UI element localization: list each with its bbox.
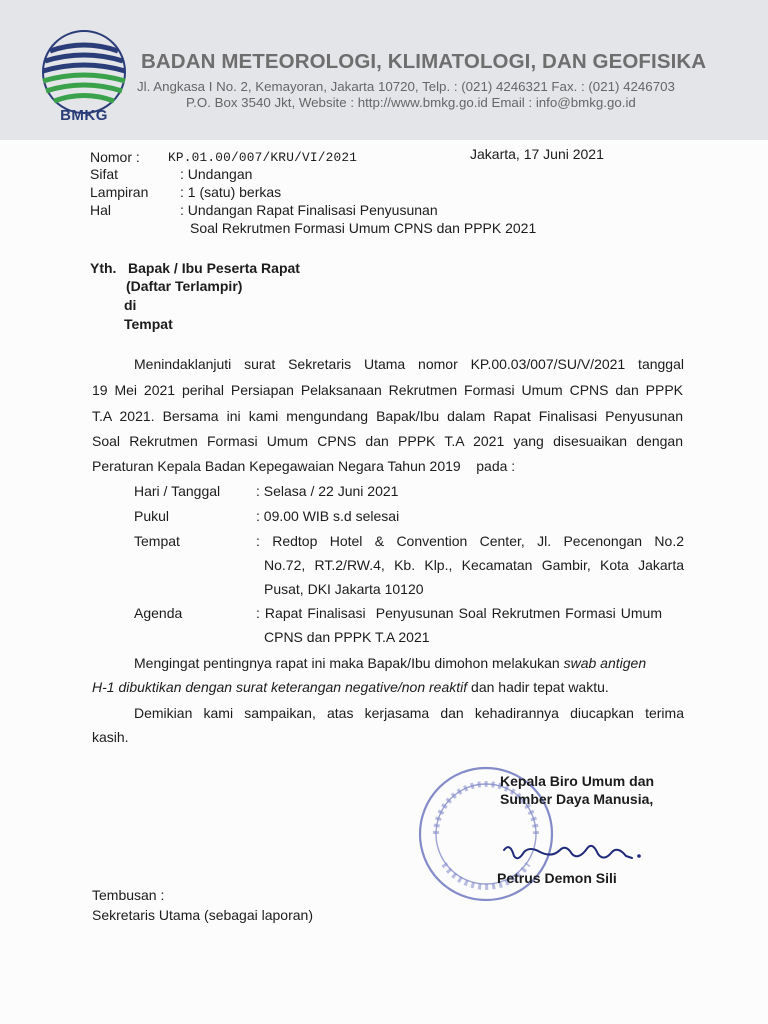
detail-label-tempat: Tempat (134, 533, 180, 549)
body-paragraph-line (92, 679, 609, 695)
detail-label-agenda: Agenda (134, 605, 183, 621)
cc-label: Tembusan : (92, 887, 165, 903)
body-paragraph-line: kasih. (92, 729, 129, 745)
para2-normal-text: Mengingat pentingnya rapat ini maka Bapak/Ibu dimohon melakukan (134, 655, 564, 671)
body-paragraph-line: T.A 2021. Bersama ini kami mengundang Bapak/Ibu dalam Rapat Finalisasi Penyusunan (92, 408, 683, 424)
body-paragraph-line (134, 655, 646, 671)
sifat-value: : Undangan (180, 166, 253, 182)
body-paragraph-line: Demikian kami sampaikan, atas kerjasama dan kehadirannya diucapkan terima (134, 705, 684, 721)
detail-value-agenda-line: : Rapat Finalisasi Penyusunan Soal Rekrutmen Formasi Umum (256, 605, 662, 621)
recipient-yth: Yth. (90, 260, 117, 276)
handwritten-signature-icon (500, 828, 645, 870)
detail-label-pukul: Pukul (134, 508, 170, 524)
recipient-line3: di (124, 297, 137, 313)
lampiran-value: : 1 (satu) berkas (180, 184, 282, 200)
nomor-label: Nomor : (90, 149, 140, 165)
signatory-title-line1: Kepala Biro Umum dan (500, 773, 655, 789)
hal-label: Hal (90, 202, 112, 218)
detail-label-hari: Hari / Tanggal (134, 483, 221, 499)
cc-recipient: Sekretaris Utama (sebagai laporan) (92, 907, 313, 923)
recipient-line2: (Daftar Terlampir) (126, 278, 243, 294)
body-paragraph-line: Soal Rekrutmen Formasi Umum CPNS dan PPPK T.A 2021 yang disesuaikan dengan (92, 433, 683, 449)
recipient-line1: Bapak / Ibu Peserta Rapat (128, 260, 300, 276)
para2-italic-text: swab antigen (563, 655, 647, 671)
agency-name: BADAN METEOROLOGI, KLIMATOLOGI, DAN GEOFISIKA (141, 50, 707, 73)
contact-line: P.O. Box 3540 Jkt, Website : http://www.bmkg.go.id Email : info@bmkg.go.id (186, 95, 636, 110)
lampiran-label: Lampiran (90, 184, 149, 200)
detail-value-tempat-line: No.72, RT.2/RW.4, Kb. Klp., Kecamatan Gambir, Kota Jakarta (264, 557, 684, 573)
address-line: Jl. Angkasa I No. 2, Kemayoran, Jakarta 10720, Telp. : (021) 4246321 Fax. : (021) 4246703 (137, 79, 675, 94)
recipient-line4: Tempat (124, 316, 173, 332)
signatory-name: Petrus Demon Sili (497, 870, 617, 886)
place-date: Jakarta, 17 Juni 2021 (470, 146, 604, 162)
nomor-value: KP.01.00/007/KRU/VI/2021 (168, 150, 358, 165)
hal-value-line1: : Undangan Rapat Finalisasi Penyusunan (180, 202, 438, 218)
para2-normal-text: dan hadir tepat waktu. (467, 679, 609, 695)
signatory-title-line2: Sumber Daya Manusia, (500, 791, 654, 807)
detail-value-pukul: : 09.00 WIB s.d selesai (256, 508, 400, 524)
body-paragraph-line: 19 Mei 2021 perihal Persiapan Pelaksanaan Rekrutmen Formasi Umum CPNS dan PPPK (92, 382, 683, 398)
letterhead (0, 0, 768, 140)
para2-italic-text: H-1 dibuktikan dengan surat keterangan negative/non reaktif (92, 679, 468, 695)
body-paragraph-line: Menindaklanjuti surat Sekretaris Utama nomor KP.00.03/007/SU/V/2021 tanggal (134, 356, 684, 372)
detail-value-agenda-line: CPNS dan PPPK T.A 2021 (264, 629, 430, 645)
sifat-label: Sifat (90, 166, 119, 182)
logo-text: BMKG (60, 107, 108, 124)
detail-value-hari: : Selasa / 22 Juni 2021 (256, 483, 399, 499)
detail-value-tempat-line: Pusat, DKI Jakarta 10120 (264, 581, 424, 597)
hal-value-line2: Soal Rekrutmen Formasi Umum CPNS dan PPPK 2021 (190, 220, 537, 236)
detail-value-tempat-line: : Redtop Hotel & Convention Center, Jl. Pecenongan No.2 (256, 533, 684, 549)
body-paragraph-line: Peraturan Kepala Badan Kepegawaian Negara Tahun 2019 pada : (92, 458, 516, 474)
